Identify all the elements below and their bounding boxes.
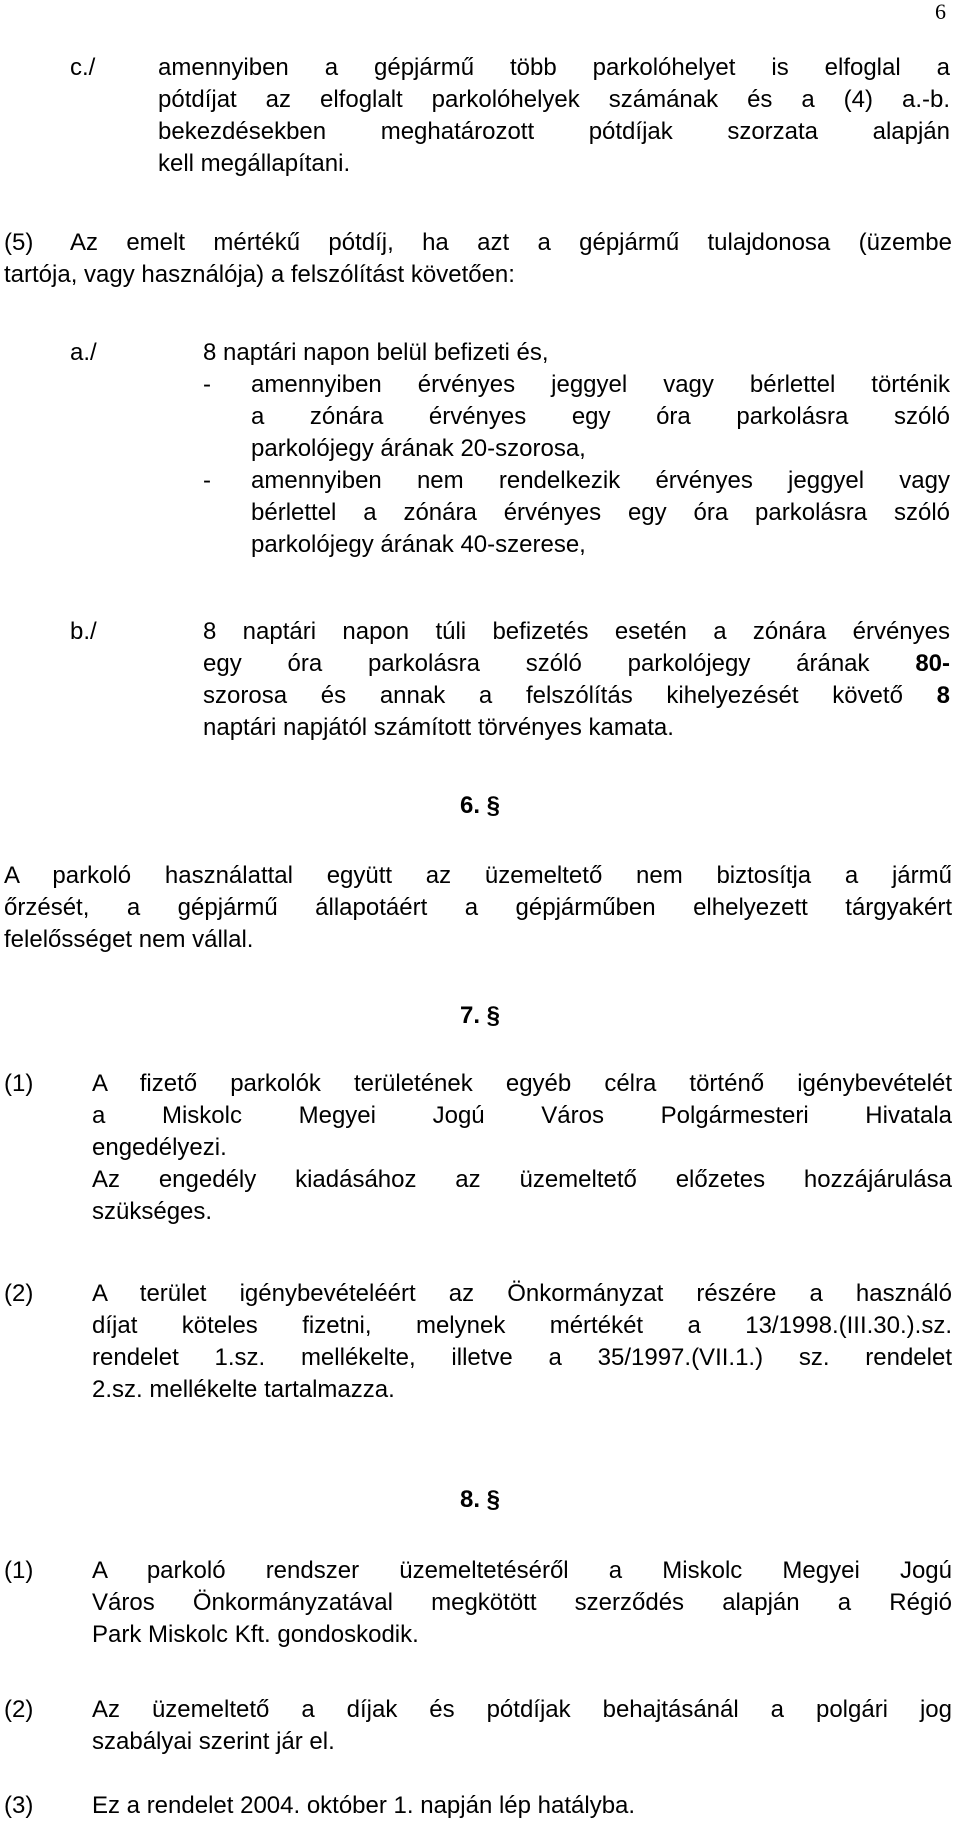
text-line: Az üzemeltető a díjak és pótdíjak behajtásánál a polgári jog bbox=[92, 1696, 952, 1723]
section-8-heading: 8. § bbox=[459, 1486, 501, 1513]
paragraph-label: (2) bbox=[4, 1280, 34, 1307]
text-fragment: egy óra parkolásra szóló parkolójegy árának bbox=[203, 650, 916, 677]
section-7-paragraph-1 bbox=[4, 1068, 952, 1228]
section-7-paragraph-2 bbox=[4, 1278, 952, 1406]
text-line: felelősséget nem vállal. bbox=[4, 926, 254, 953]
text-line: Város Önkormányzatával megkötött szerződés alapján a Régió bbox=[92, 1589, 952, 1616]
text-line: 8 naptári napon belül befizeti és, bbox=[203, 339, 549, 366]
text-line: Ez a rendelet 2004. október 1. napján lép hatályba. bbox=[92, 1792, 636, 1819]
text-line: őrzését, a gépjármű állapotáért a gépjárműben elhelyezett tárgyakért bbox=[4, 894, 952, 921]
section-8-paragraph-3 bbox=[4, 1790, 952, 1822]
paragraph-label: (1) bbox=[4, 1557, 34, 1584]
text-line: 8 naptári napon túli befizetés esetén a zónára érvényes bbox=[203, 618, 950, 645]
dash-item-1-text bbox=[251, 369, 950, 465]
paragraph-5-text bbox=[70, 227, 952, 259]
text-line: rendelet 1.sz. mellékelte, illetve a 35/1997.(VII.1.) sz. rendelet bbox=[92, 1344, 952, 1371]
dash-marker: - bbox=[203, 371, 211, 398]
text-line: amennyiben nem rendelkezik érvényes jeggyel vagy bbox=[251, 467, 950, 494]
bold-fragment: 8 bbox=[936, 682, 950, 709]
text-line: A parkoló használattal együtt az üzemeltető nem biztosítja a jármű bbox=[4, 862, 952, 889]
paragraph-5-continuation bbox=[4, 259, 952, 291]
text-line: amennyiben érvényes jeggyel vagy bérlettel történik bbox=[251, 371, 950, 398]
section-6-text bbox=[4, 860, 952, 956]
paragraph-text bbox=[92, 1555, 952, 1651]
text-line: a zónára érvényes egy óra parkolásra szóló bbox=[251, 403, 950, 430]
paragraph-label: (3) bbox=[4, 1792, 34, 1819]
bold-fragment: 80- bbox=[915, 650, 950, 677]
text-line: Az emelt mértékű pótdíj, ha azt a gépjármű tulajdonosa (üzembe bbox=[70, 229, 952, 256]
text-line: díjat köteles fizetni, melynek mértékét a 13/1998.(III.30.).sz. bbox=[92, 1312, 952, 1339]
text-fragment: szorosa és annak a felszólítás kihelyezését követő bbox=[203, 682, 937, 709]
text-line: A parkoló rendszer üzemeltetéséről a Miskolc Megyei Jogú bbox=[92, 1557, 952, 1584]
item-c-text bbox=[158, 52, 950, 180]
page-number: 6 bbox=[935, 0, 946, 24]
dash-item-1 bbox=[203, 369, 950, 465]
section-8-paragraph-1 bbox=[4, 1555, 952, 1651]
section-8-paragraph-2 bbox=[4, 1694, 952, 1758]
item-a-text bbox=[203, 337, 950, 561]
text-line: naptári napjától számított törvényes kamata. bbox=[203, 714, 674, 741]
paragraph-5-label: (5) bbox=[4, 229, 34, 256]
text-line bbox=[203, 680, 950, 712]
paragraph-5 bbox=[4, 227, 952, 259]
paragraph-label: (2) bbox=[4, 1696, 34, 1723]
text-line: amennyiben a gépjármű több parkolóhelyet is elfoglal a bbox=[158, 54, 950, 81]
text-line: bérlettel a zónára érvényes egy óra parkolásra szóló bbox=[251, 499, 950, 526]
text-line: a Miskolc Megyei Jogú Város Polgármesteri Hivatala bbox=[92, 1102, 952, 1129]
text-line: pótdíjat az elfoglalt parkolóhelyek számának és a (4) a.-b. bbox=[158, 86, 950, 113]
paragraph-text bbox=[92, 1068, 952, 1228]
text-line: Az engedély kiadásához az üzemeltető előzetes hozzájárulása bbox=[92, 1166, 952, 1193]
paragraph-label: (1) bbox=[4, 1070, 34, 1097]
item-b bbox=[70, 616, 950, 744]
text-line: Park Miskolc Kft. gondoskodik. bbox=[92, 1621, 419, 1648]
dash-item-2-text bbox=[251, 465, 950, 561]
text-line: 2.sz. mellékelte tartalmazza. bbox=[92, 1376, 395, 1403]
text-line: szabályai szerint jár el. bbox=[92, 1728, 335, 1755]
paragraph-text bbox=[92, 1694, 952, 1758]
item-a bbox=[70, 337, 950, 561]
dash-marker: - bbox=[203, 467, 211, 494]
section-7-heading: 7. § bbox=[459, 1002, 501, 1029]
item-c-label: c./ bbox=[70, 54, 96, 81]
section-6-heading: 6. § bbox=[459, 792, 501, 819]
item-a-label: a./ bbox=[70, 339, 97, 366]
item-c bbox=[70, 52, 950, 180]
text-line: A fizető parkolók területének egyéb célra történő igénybevételét bbox=[92, 1070, 952, 1097]
text-line: parkolójegy árának 40-szerese, bbox=[251, 531, 586, 558]
item-b-text bbox=[203, 616, 950, 744]
text-line: parkolójegy árának 20-szorosa, bbox=[251, 435, 586, 462]
paragraph-text bbox=[92, 1278, 952, 1406]
text-line: engedélyezi. bbox=[92, 1134, 227, 1161]
text-line bbox=[203, 648, 950, 680]
dash-item-2 bbox=[203, 465, 950, 561]
text-line: bekezdésekben meghatározott pótdíjak szorzata alapján bbox=[158, 118, 950, 145]
item-b-label: b./ bbox=[70, 618, 97, 645]
text-line: tartója, vagy használója) a felszólítást követően: bbox=[4, 261, 515, 288]
text-line: szükséges. bbox=[92, 1198, 213, 1225]
text-line: A terület igénybevételéért az Önkormányzat részére a használó bbox=[92, 1280, 952, 1307]
text-line: kell megállapítani. bbox=[158, 150, 351, 177]
paragraph-text bbox=[92, 1790, 952, 1822]
